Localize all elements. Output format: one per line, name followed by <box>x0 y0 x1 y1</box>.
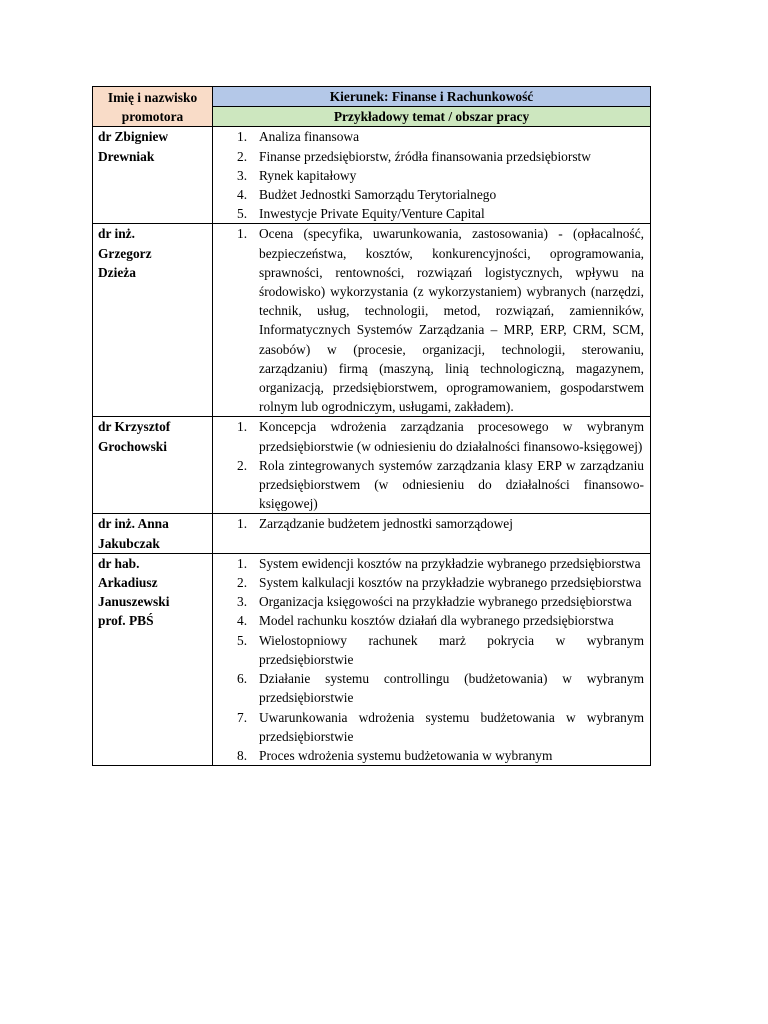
promotor-row <box>93 224 651 417</box>
topic-number: 1. <box>237 129 248 145</box>
topic-item <box>219 611 644 630</box>
promotor-name-line: Arkadiusz <box>98 575 158 591</box>
topics-cell <box>213 127 651 224</box>
topics-cell <box>213 224 651 417</box>
topic-item <box>219 166 644 185</box>
topic-item <box>219 573 644 592</box>
promotor-row <box>93 553 651 765</box>
promotor-name-line: Jakubczak <box>98 535 160 551</box>
topic-text: Uwarunkowania wdrożenia systemu budżetowania w wybranym przedsiębiorstwie <box>259 709 644 744</box>
promotor-name-line: dr Krzysztof <box>98 419 171 435</box>
topic-text: Wielostopniowy rachunek marż pokrycia w wybranym przedsiębiorstwie <box>259 632 644 667</box>
topic-text: Ocena (specyfika, uwarunkowania, zastosowania) - (opłacalność, bezpieczeństwa, kosztów, konkurencyjności, oprogramowania, sprawności, rentowności, rozwiązań logistycznych, wpływu na środowisko) wykorzystania (z wykorzystaniem) wybranych (narzędzi, technik, usług, technologii, metod, rozwiązań, zamienników, Informatycznych Systemów Zarządzania – MRP, ERP, CRM, SCM, zasobów) w (procesie, organizacji, technologii, sterowaniu, zarządzaniu) firmą (maszyną, linią technologiczną, magazynem, organizacją, przedsiębiorstwem, oprogramowaniem, gospodarstwem rolnym lub ogrodniczym, usługami, zakładem). <box>259 226 644 415</box>
promotors-table <box>92 86 651 766</box>
topic-number: 2. <box>237 575 248 591</box>
topic-number: 2. <box>237 457 248 473</box>
topics-list <box>219 514 644 533</box>
topic-item <box>219 669 644 707</box>
promotor-name-line: Grzegorz <box>98 245 152 261</box>
topics-list <box>219 127 644 223</box>
topic-text: Rola zintegrowanych systemów zarządzania klasy ERP w zarządzaniu przedsiębiorstwem (w odniesieniu do działalności finansowo-księgowej) <box>259 457 644 512</box>
topic-number: 2. <box>237 148 248 164</box>
promotor-name-line: dr hab. <box>98 555 140 571</box>
promotor-name-line: dr Zbigniew <box>98 129 169 145</box>
topic-item <box>219 708 644 746</box>
promotor-name <box>93 417 213 514</box>
topics-list <box>219 224 644 416</box>
promotor-name-line: dr inż. Anna <box>98 516 169 532</box>
topic-text: Rynek kapitałowy <box>259 167 357 183</box>
topic-item <box>219 746 644 765</box>
promotor-row <box>93 417 651 514</box>
topic-text: Zarządzanie budżetem jednostki samorządowej <box>259 516 513 532</box>
topic-item <box>219 147 644 166</box>
topic-number: 5. <box>237 632 248 648</box>
topic-text: System ewidencji kosztów na przykładzie wybranego przedsiębiorstwa <box>259 555 641 571</box>
topic-text: Organizacja księgowości na przykładzie wybranego przedsiębiorstwa <box>259 594 632 610</box>
topic-number: 1. <box>237 555 248 571</box>
topic-text: System kalkulacji kosztów na przykładzie wybranego przedsiębiorstwa <box>259 575 642 591</box>
topic-text: Finanse przedsiębiorstw, źródła finansowania przedsiębiorstw <box>259 148 591 164</box>
promotor-name <box>93 553 213 765</box>
temat-header: Przykładowy temat / obszar pracy <box>213 107 651 127</box>
topics-cell <box>213 553 651 765</box>
topic-number: 3. <box>237 167 248 183</box>
topic-item <box>219 631 644 669</box>
promotor-name <box>93 127 213 224</box>
topic-number: 7. <box>237 709 248 725</box>
topic-text: Inwestycje Private Equity/Venture Capital <box>259 206 485 222</box>
topic-item <box>219 224 644 416</box>
topic-text: Model rachunku kosztów działań dla wybranego przedsiębiorstwa <box>259 613 614 629</box>
promotor-name-line: Januszewski <box>98 594 170 610</box>
topic-text: Koncepcja wdrożenia zarządzania procesowego w wybranym przedsiębiorstwie (w odniesieniu do działalności finansowo-księgowej) <box>259 419 644 454</box>
topic-number: 5. <box>237 206 248 222</box>
promotor-name-line: Dzieża <box>98 264 136 280</box>
topic-text: Działanie systemu controllingu (budżetowania) w wybranym przedsiębiorstwie <box>259 671 644 706</box>
topics-cell <box>213 417 651 514</box>
topics-list <box>219 554 644 765</box>
topic-item <box>219 456 644 514</box>
topic-item <box>219 592 644 611</box>
topic-text: Proces wdrożenia systemu budżetowania w wybranym <box>259 747 553 763</box>
promotor-name-line: Grochowski <box>98 438 167 454</box>
promotor-name-line: prof. PBŚ <box>98 613 154 629</box>
topics-list <box>219 417 644 513</box>
promotor-row <box>93 127 651 224</box>
topic-number: 8. <box>237 747 248 763</box>
topic-item <box>219 514 644 533</box>
topic-number: 1. <box>237 516 248 532</box>
topic-item <box>219 127 644 146</box>
topic-number: 4. <box>237 187 248 203</box>
topic-number: 6. <box>237 671 248 687</box>
promotor-row <box>93 514 651 553</box>
header-row-kierunek <box>93 87 651 107</box>
topic-number: 1. <box>237 419 248 435</box>
promotor-name <box>93 514 213 553</box>
topic-text: Analiza finansowa <box>259 129 360 145</box>
topic-text: Budżet Jednostki Samorządu Terytorialnego <box>259 187 497 203</box>
topic-item <box>219 554 644 573</box>
topic-number: 1. <box>237 226 248 242</box>
topic-item <box>219 204 644 223</box>
topic-item <box>219 185 644 204</box>
promotor-header: Imię i nazwisko promotora <box>93 87 213 127</box>
promotor-name-line: dr inż. <box>98 226 135 242</box>
topics-cell <box>213 514 651 553</box>
topic-item <box>219 417 644 455</box>
kierunek-header: Kierunek: Finanse i Rachunkowość <box>213 87 651 107</box>
promotor-name-line: Drewniak <box>98 148 155 164</box>
topic-number: 4. <box>237 613 248 629</box>
topic-number: 3. <box>237 594 248 610</box>
promotor-name <box>93 224 213 417</box>
